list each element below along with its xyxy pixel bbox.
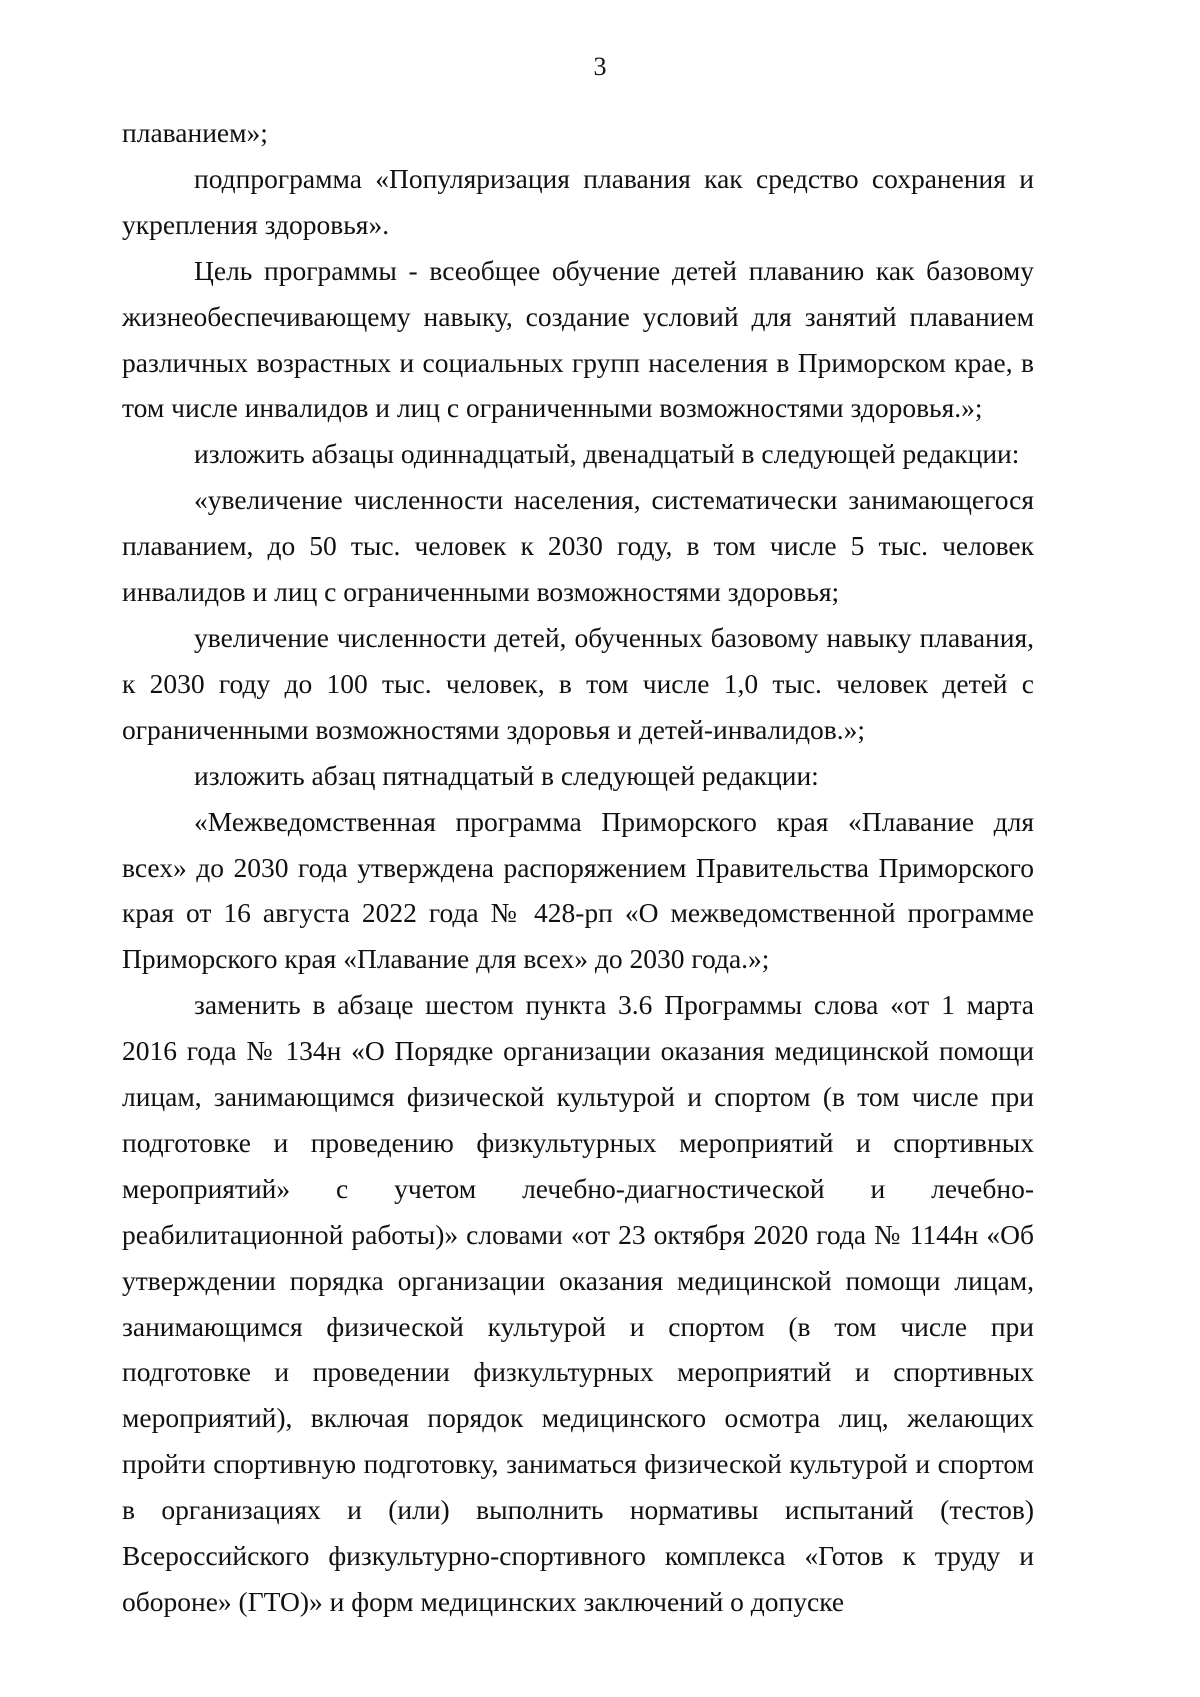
paragraph-population-increase: «увеличение численности населения, систематически занимающегося плаванием, до 50 тыс. человек к 2030 году, в том числе 5 тыс. человек инвалидов и лиц с ограниченными возможностями здоровья; [122, 484, 1034, 608]
paragraph-amend-paragraphs-11-12: изложить абзацы одиннадцатый, двенадцатый в следующей редакции: [194, 438, 1020, 470]
paragraph-subprogram-popularization: подпрограмма «Популяризация плавания как средство сохранения и укрепления здоровья». [122, 162, 1034, 240]
paragraph-amend-paragraph-15: изложить абзац пятнадцатый в следующей редакции: [194, 759, 819, 791]
paragraph-children-increase: увеличение численности детей, обученных базовому навыку плавания, к 2030 году до 100 тыс. человек, в том числе 1,0 тыс. человек детей с ограниченными возможностями здоровья и детей-инвалидов.»; [122, 621, 1034, 745]
paragraph-continuation: плаванием»; [122, 117, 268, 148]
page-number: 3 [593, 52, 607, 81]
paragraph-program-goal: Цель программы - всеобщее обучение детей плаванию как базовому жизнеобеспечивающему навыку, создание условий для занятий плаванием различных возрастных и социальных групп населения в Приморском крае, в том числе инвалидов и лиц с ограниченными возможностями здоровья.»; [122, 254, 1034, 424]
document-body [122, 110, 1034, 1625]
paragraph-replace-clause-3-6: заменить в абзаце шестом пункта 3.6 Программы слова «от 1 марта 2016 года № 134н «О Порядке организации оказания медицинской помощи лицам, занимающимся физической культурой и спортом (в том числе при подготовке и проведению физкультурных мероприятий и спортивных мероприятий» с учетом лечебно-диагностической и лечебно-реабилитационной работы)» словами «от 23 октября 2020 года № 1144н «Об утверждении порядка организации оказания медицинской помощи лицам, занимающимся физической культурой и спортом (в том числе при подготовке и проведении физкультурных мероприятий и спортивных мероприятий), включая порядок медицинского осмотра лиц, желающих пройти спортивную подготовку, заниматься физической культурой и спортом в организациях и (или) выполнить нормативы испытаний (тестов) Всероссийского физкультурно-спортивного комплекса «Готов к труду и обороне» (ГТО)» и форм медицинских заключений о допуске [122, 989, 1034, 1617]
paragraph-interdepartmental-program: «Межведомственная программа Приморского края «Плавание для всех» до 2030 года утверждена распоряжением Правительства Приморского края от 16 августа 2022 года № 428-рп «О межведомственной программе Приморского края «Плавание для всех» до 2030 года.»; [122, 805, 1034, 975]
